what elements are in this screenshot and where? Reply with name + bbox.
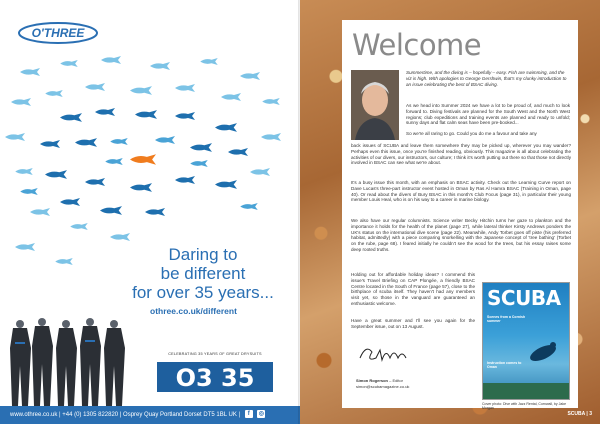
editor-name: Simon Rogerson [356,378,389,383]
welcome-page [300,0,600,424]
editorial-paragraph-4: We also have our regular columnists. Science writer Becky Hitchin turns her gaze to plankton and the importance it holds for the health of the planet (page 27), while lateral thinker Kirsty Andrews ponders the UK's status on the international dive scene (page 22). Meanwhile, Andy Torbet goes off piste (his preferred habitat, admittedly) with a piece comparing snorkelling with the Japanese concept of 'tree bathing' (Torbet on the rube, page 68). I feared initially he couldn't see the wood for the trees, but his essay raises some deep rooted truths. [351,218,571,252]
page-footer: SCUBA | 3 [567,411,592,417]
editor-email-link[interactable]: simon@scubamagazine.co.uk [356,384,410,389]
anniversary-badge [145,352,285,398]
editorial-paragraph-5: Holding out for affordable holiday ideas? I commend this issue's Travel Briefing on CAP Plongée, a friendly BSAC Centre located in the South of France (page 57), close to the birthplace of scuba itself. They haven't had any members visit yet, so those in the vanguard are guaranteed an enthusiastic welcome. [351,272,475,306]
cover-diver-graphic [483,283,570,400]
cover-title: SCUBA [487,286,561,310]
editor-name-line [356,378,403,383]
cover-line-1: Scenes from a Cornish summer [487,315,526,323]
magazine-cover-image [482,282,570,400]
editor-role: – Editor [388,378,403,383]
editorial-intro-quote: Summertime, and the diving is – hopefully – easy. Fish are swimming, and the viz is high. With apologies to George Gershwin, that's my clunky introduction to an issue celebrating the best of BSAC diving. [406,70,567,87]
facebook-icon[interactable]: f [245,410,253,418]
cover-line-2: Instruction comes to Oman [487,361,522,369]
editorial-paragraph-6: Have a great summer and I'll see you again for the September issue, out on 13 August. [351,318,475,329]
instagram-icon[interactable]: ◎ [258,411,265,418]
editorial-paragraph-2b: back issues of SCUBA and leave them somewhere they may be picked up, wherever you may wander? Perhaps even this issue, once you're finished reading, obviously. This magazine is all about celebrating the activities of our divers, our instructors, our culture; I think it's worth putting out there so that those not directly involved in BSAC can see what we're about. [351,143,571,166]
anniversary-text: CELEBRATING 35 YEARS OF GREAT DRYSUITS [168,352,262,356]
advert-footer [0,406,300,424]
advert-tagline [118,245,288,302]
editorial-panel [342,20,578,411]
tagline-line-1: Daring to [168,245,238,264]
editorial-paragraph-3: It's a busy issue this month, with an emphasis on BSAC activity. Check out the Learning Curve report on Dave Lucas's three-part instructor event hosted in Oman by Ras Al Hamra BSAC (Training in Oman, page 40). Or read about the divers of Bury BSAC in this month's Club Focus (page 31), in particular their young member Louis Heal, who is on his way to a career in marine biology. [351,180,571,203]
tagline-line-3: for over 35 years... [132,283,274,302]
tagline-line-2: be different [160,264,246,283]
anniversary-logo [145,358,285,398]
anniversary-badge-text: O3 35 [175,364,255,392]
brand-name: O'THREE [31,26,85,40]
editor-signature [356,340,416,368]
cover-caption: Cover photo: Dive with Jazz Rental, Cornwall, by Jake Morgan [482,402,567,411]
editorial-paragraph-1: As we head into Summer 2024 we have a lot to be proud of, and much to look forward to. Diving festivals are planned for the South West and the North West regions; club expeditions and training events are planned and ready to unfold; sunny days and flat calm seas have been pre-booked... [406,103,570,126]
drysuits-image [5,318,145,406]
editor-portrait-image [351,70,399,140]
orange-fish-icon [130,154,156,164]
editorial-paragraph-2a: So we're all raring to go. Could you do me a favour and take any [406,131,537,136]
othree-logo [18,22,98,44]
advert-contact-line: www.othree.co.uk | +44 (0) 1305 822820 | Osprey Quay Portland Dorset DT5 1BL UK | [10,412,241,418]
page-title: Welcome [352,28,482,62]
advert-url-link[interactable]: othree.co.uk/different [150,306,237,316]
